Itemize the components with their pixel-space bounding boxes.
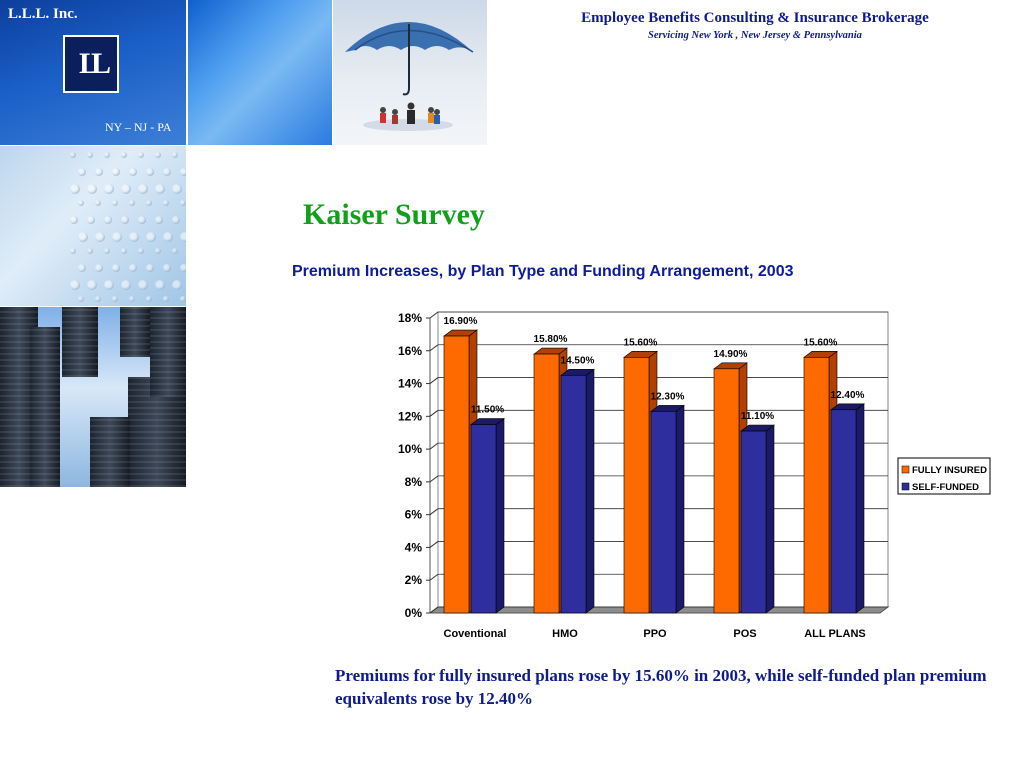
x-tick-label: HMO (552, 628, 578, 640)
decorative-dot (70, 152, 76, 158)
decorative-dot (112, 264, 120, 272)
data-label: 14.90% (713, 348, 748, 360)
decorative-dot (104, 216, 112, 224)
decorative-dot (70, 216, 78, 224)
decorative-dot (138, 216, 146, 224)
gridline-depth (430, 476, 438, 482)
decorative-dot (104, 248, 110, 254)
decorative-dot (163, 168, 171, 176)
decorative-dot (95, 296, 101, 302)
gridline-depth (430, 312, 438, 318)
header-title: Employee Benefits Consulting & Insurance Brokerage (581, 10, 929, 26)
decorative-dot (87, 216, 95, 224)
decorative-dot (95, 232, 105, 242)
umbrella-image (333, 0, 487, 145)
gridline-depth (430, 509, 438, 515)
x-tick-label: PPO (643, 628, 667, 640)
decorative-dot (155, 280, 165, 290)
decorative-dot (112, 296, 118, 302)
decorative-dot (172, 152, 178, 158)
decorative-dot (87, 248, 93, 254)
decorative-dot (163, 200, 169, 206)
legend-swatch (902, 483, 909, 490)
bar-self-funded-side (496, 419, 504, 613)
decorative-dot (112, 232, 122, 242)
y-tick-label: 6% (404, 507, 422, 522)
decorative-dot (70, 280, 80, 290)
decorative-dot (163, 232, 173, 242)
decorative-dot (155, 152, 161, 158)
decorative-dot (87, 152, 93, 158)
data-label: 12.40% (830, 389, 865, 401)
decorative-dot (155, 184, 165, 194)
decorative-dot (104, 184, 114, 194)
x-tick-label: Coventional (443, 628, 507, 640)
decorative-dot (129, 232, 139, 242)
decorative-dot (146, 168, 154, 176)
decorative-dot (129, 200, 135, 206)
bar-self-funded (741, 431, 766, 613)
company-logo: LL (63, 35, 119, 93)
decorative-dot (78, 232, 88, 242)
decorative-dot (121, 280, 131, 290)
legend-label: FULLY INSURED (912, 465, 987, 476)
data-label: 16.90% (443, 316, 478, 328)
company-name: L.L.L. Inc. (8, 6, 78, 22)
y-tick-label: 0% (404, 606, 422, 620)
decorative-dot (112, 168, 120, 176)
bar-self-funded-side (766, 425, 774, 613)
city-skyline-image (0, 307, 186, 487)
decorative-dot (78, 168, 86, 176)
x-tick-label: ALL PLANS (804, 628, 866, 640)
decorative-dot (95, 200, 101, 206)
decorative-dot (146, 264, 154, 272)
decorative-dot (70, 248, 76, 254)
decorative-dot (163, 296, 169, 302)
bar-fully-insured (624, 357, 649, 613)
y-tick-label: 8% (404, 474, 422, 489)
y-tick-label: 4% (404, 540, 422, 555)
decorative-dot (87, 184, 97, 194)
decorative-dot (70, 184, 80, 194)
data-label: 15.60% (623, 337, 658, 349)
bar-fully-insured (534, 354, 559, 613)
decorative-dot (138, 152, 144, 158)
decorative-dot (129, 168, 137, 176)
decorative-dot (172, 184, 182, 194)
bar-chart (380, 305, 1000, 650)
decorative-dot (129, 264, 137, 272)
data-label: 11.10% (740, 411, 775, 423)
decorative-dot (78, 200, 84, 206)
decorative-dot (129, 296, 135, 302)
bar-self-funded (561, 375, 586, 613)
gridline-depth (430, 378, 438, 384)
decorative-dot (180, 168, 186, 176)
decorative-dot (155, 216, 163, 224)
decorative-dot (146, 232, 156, 242)
decorative-dot (172, 248, 178, 254)
decorative-dot (172, 216, 180, 224)
bar-fully-insured (804, 357, 829, 613)
decorative-dot (138, 248, 144, 254)
data-label: 15.80% (533, 334, 568, 346)
decorative-dot (95, 264, 103, 272)
x-tick-label: POS (733, 628, 757, 640)
decorative-dot (172, 280, 182, 290)
bar-fully-insured (444, 336, 469, 613)
umbrella-icon (333, 0, 487, 145)
region-label: NY – NJ - PA (105, 120, 172, 134)
decorative-dot (138, 184, 148, 194)
y-tick-label: 12% (397, 409, 422, 424)
data-label: 12.30% (650, 391, 685, 403)
legend-swatch (902, 466, 909, 473)
decorative-dot (163, 264, 171, 272)
decorative-dot (121, 184, 131, 194)
legend-label: SELF-FUNDED (912, 482, 980, 493)
logo-panel (0, 0, 186, 145)
decorative-dot (121, 248, 127, 254)
gridline-depth (430, 574, 438, 580)
bar-self-funded (831, 410, 856, 613)
y-tick-label: 14% (397, 376, 422, 391)
decorative-dot (104, 280, 114, 290)
decorative-dot (180, 232, 186, 242)
data-label: 15.60% (803, 337, 838, 349)
bar-self-funded-side (676, 405, 684, 613)
decorative-dot (78, 296, 84, 302)
decorative-dot (78, 264, 86, 272)
gridline-depth (430, 345, 438, 351)
bar-fully-insured (714, 369, 739, 613)
decorative-dot (95, 168, 103, 176)
bar-self-funded (651, 411, 676, 613)
decorative-dot (180, 264, 186, 272)
decorative-dot (121, 152, 127, 158)
gridline-depth (430, 541, 438, 547)
y-tick-label: 10% (397, 442, 422, 457)
decorative-dot (155, 248, 161, 254)
gridline-depth (430, 443, 438, 449)
decorative-dot (180, 296, 186, 302)
bar-self-funded (471, 425, 496, 613)
y-tick-label: 2% (404, 573, 422, 588)
gridline-depth (430, 410, 438, 416)
slide-title: Kaiser Survey (303, 198, 485, 231)
decorative-blue-tile (188, 0, 332, 145)
data-label: 14.50% (560, 355, 595, 367)
decorative-dot (104, 152, 110, 158)
y-tick-label: 18% (397, 311, 422, 325)
decorative-dot (112, 200, 118, 206)
decorative-dot (121, 216, 129, 224)
bar-self-funded-side (856, 404, 864, 613)
decorative-dot (138, 280, 148, 290)
decorative-dot (146, 296, 152, 302)
y-tick-label: 16% (397, 343, 422, 358)
decorative-dots-tile (0, 146, 186, 306)
data-label: 11.50% (470, 404, 505, 416)
chart-title: Premium Increases, by Plan Type and Funding Arrangement, 2003 (292, 263, 794, 280)
bar-self-funded-side (586, 369, 594, 613)
decorative-dot (146, 200, 152, 206)
header-subtitle: Servicing New York , New Jersey & Pennsylvania (648, 30, 862, 41)
decorative-dot (87, 280, 97, 290)
slide-caption: Premiums for fully insured plans rose by 15.60% in 2003, while self-funded plan premium equivalents rose by 12.40% (335, 666, 987, 708)
decorative-dot (180, 200, 186, 206)
